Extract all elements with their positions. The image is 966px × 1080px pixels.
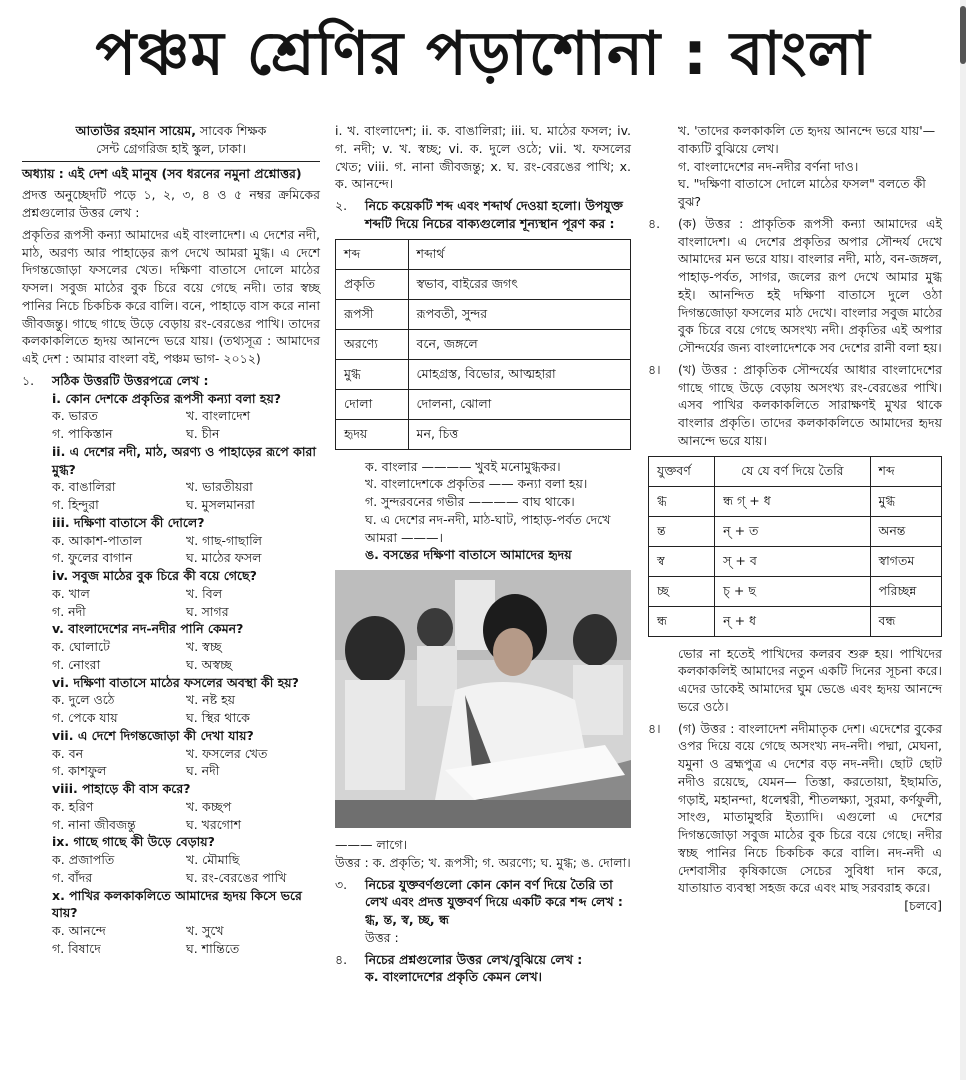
mcq-option: ঘ. অস্বচ্ছ <box>186 656 232 672</box>
mcq-options-row <box>22 549 320 567</box>
mcq-option: ক. আনন্দে <box>52 923 106 938</box>
question-2-answer: উত্তর : ক. প্রকৃতি; খ. রূপসী; গ. অরণ্যে; ঘ. মুগ্ধ; ঙ. দোলা। <box>335 854 631 870</box>
mcq-option: ঘ. খরগোশ <box>186 816 241 832</box>
mcq-options-row <box>22 425 320 443</box>
table-row <box>649 486 942 516</box>
mcq-question: ii. এ দেশের নদী, মাঠ, অরণ্য ও পাহাড়ের রূপে কারা মুগ্ধ? <box>52 443 316 477</box>
table-cell: স্বভাব, বাইরের জগৎ <box>408 269 630 299</box>
mcq-options-row <box>22 816 320 834</box>
question-1-heading <box>22 372 320 390</box>
scrollbar[interactable] <box>960 0 966 1080</box>
question-number: ৪. <box>335 951 348 967</box>
mcq-options-row <box>22 496 320 514</box>
mcq-option: গ. ফুলের বাগান <box>52 550 133 566</box>
instruction: প্রদত্ত অনুচ্ছেদটি পড়ে ১, ২, ৩, ৪ ও ৫ নম্বর ক্রমিকের প্রশ্নগুলোর উত্তর লেখ : <box>22 187 320 220</box>
table-cell: স্ + ব <box>715 546 870 576</box>
mcq-option: ঘ. মুসলমানরা <box>186 497 255 512</box>
column-right <box>648 122 942 915</box>
question-4-part: ক. বাংলাদেশের প্রকৃতি কেমন লেখ। <box>365 969 542 985</box>
mcq-question: iii. দক্ষিণা বাতাসে কী দোলে? <box>52 514 205 530</box>
question-3-heading <box>335 876 631 929</box>
mcq-options-row <box>22 478 320 496</box>
mcq-option: খ. বিল <box>186 585 223 601</box>
question-label: নিচে কয়েকটি শব্দ এবং শব্দার্থ দেওয়া হলো। উপযুক্ত শব্দটি দিয়ে নিচের বাক্যগুলোর শূন্যস্থান পূরণ কর : <box>365 198 623 231</box>
table-row <box>649 606 942 636</box>
mcq-options-row <box>22 762 320 780</box>
table-header: যুক্তবর্ণ <box>649 456 715 486</box>
question-label: নিচের যুক্তবর্ণগুলো কোন কোন বর্ণ দিয়ে তৈরি তা লেখ এবং প্রদত্ত যুক্তবর্ণ দিয়ে একটি করে শব্দ লেখ : গ্ধ, ন্ত, স্ব, চ্ছ, ন্ধ <box>365 876 623 927</box>
table-cell: গ্ধ <box>649 486 715 516</box>
table-cell: স্ব <box>649 546 715 576</box>
table-cell: অনন্ত <box>870 516 941 546</box>
question-label: নিচের প্রশ্নগুলোর উত্তর লেখ/বুঝিয়ে লেখ : <box>365 951 583 967</box>
mcq-options-row <box>22 922 320 940</box>
table-cell: মোহগ্রস্ত, বিভোর, আত্মহারা <box>408 359 630 389</box>
mcq-options-row <box>22 656 320 674</box>
mcq-option: ক. আকাশ-পাতাল <box>52 532 142 548</box>
question-number: ১. <box>22 372 35 388</box>
mcq-option: ক. খাল <box>52 585 90 601</box>
table-cell: দোলা <box>336 389 409 419</box>
answer-text: (ক) উত্তর : প্রাকৃতিক রূপসী কন্যা আমাদের এই বাংলাদেশ। এ দেশের প্রকৃতির অপার সৌন্দর্য দেখে আমাদের মন ভরে যায়। বাংলার নদী, মাঠ, বন-জঙ্গল, পাহাড়-পর্বত, সাগর, জলের রূপ দেখে আমার মুগ্ধ হই। আনন্দিত হই দক্ষিণা বাতাসে দুলে ওঠা দিগন্তজোড়া ফসলের মাঠ দেখে। বাংলার সবুজ মাঠের বুক চিরে বয়ে গেছে অসংখ্য নদী। প্রকৃতির এই অপার সৌন্দর্যের জন্য বাংলাদেশকে সব দেশের রানী বলা হয়। <box>678 215 942 355</box>
mcq-options-row <box>22 851 320 869</box>
mcq-question: iv. সবুজ মাঠের বুক চিরে কী বয়ে গেছে? <box>52 568 257 583</box>
question-label: সঠিক উত্তরটি উত্তরপত্রে লেখ : <box>52 372 209 388</box>
mcq-option: খ. সুখে <box>186 923 224 938</box>
table-cell: বন্ধ <box>870 606 941 636</box>
question-4-part: ঘ. "দক্ষিণা বাতাসে দোলে মাঠের ফসল" বলতে কী বুঝ? <box>678 176 926 209</box>
table-cell: স্বাগতম <box>870 546 941 576</box>
mcq-option: গ. নোংরা <box>52 656 101 672</box>
mcq-options-row <box>22 709 320 727</box>
table-row <box>336 419 631 449</box>
mcq-answers: i. খ. বাংলাদেশ; ii. ক. বাঙালিরা; iii. ঘ. মাঠের ফসল; iv. গ. নদী; v. খ. স্বচ্ছ; vi. ক. দুলে ওঠে; vii. খ. ফসলের খেত; viii. গ. নানা জীবজন্তু; x. ঘ. রং-বেরঙের পাখি; x. ক. আনন্দে। <box>335 123 631 192</box>
author-line <box>22 122 320 140</box>
mcq-option: গ. পাকিস্তান <box>52 426 113 441</box>
table-cell: ন্ত <box>649 516 715 546</box>
page-title: পঞ্চম শ্রেণির পড়াশোনা : বাংলা <box>95 19 871 89</box>
mcq-option: ঘ. মাঠের ফসল <box>186 550 262 566</box>
mcq-option: খ. নষ্ট হয় <box>186 692 236 708</box>
table-cell: মুগ্ধ <box>870 486 941 516</box>
blank-sentence: ক. বাংলার ———— খুবই মনোমুগ্ধকর। <box>365 458 561 474</box>
table-cell: ন্ধ গ্ + ধ <box>715 486 870 516</box>
table-header: যে যে বর্ণ দিয়ে তৈরি <box>715 456 870 486</box>
mcq-question: i. কোন দেশকে প্রকৃতির রূপসী কন্যা বলা হয়? <box>52 390 282 406</box>
mcq-option: ঘ. স্থির থাকে <box>186 710 250 725</box>
table-cell: ন্ধ <box>649 606 715 636</box>
blank-sentence: গ. সুন্দরবনের গভীর ———— বাঘ থাকে। <box>365 494 575 509</box>
mcq-options-row <box>22 532 320 550</box>
mcq-option: ক. ভারত <box>52 408 98 424</box>
table-row <box>336 299 631 329</box>
question-4-part: গ. বাংলাদেশের নদ-নদীর বর্ণনা দাও। <box>678 158 859 174</box>
chapter-heading: অধ্যায় : এই দেশ এই মানুষ (সব ধরনের নমুনা প্রশ্নোত্তর) <box>22 165 302 181</box>
mcq-options-row <box>22 940 320 958</box>
question-number: ৪. <box>648 215 661 231</box>
answer-4-ka <box>648 215 942 357</box>
mcq-option: গ. নদী <box>52 603 86 619</box>
table-cell: প্রকৃতি <box>336 269 409 299</box>
table-cell: দোলনা, ঝোলা <box>408 389 630 419</box>
mcq-option: ঘ. নদী <box>186 763 220 779</box>
blank-sentence: খ. বাংলাদেশকে প্রকৃতির —— কন্যা বলা হয়। <box>365 476 588 492</box>
continued-note: [চলবে] <box>904 898 942 913</box>
mcq-option: ঘ. চীন <box>186 426 220 441</box>
mcq-option: গ. হিন্দুরা <box>52 497 99 512</box>
answer-text <box>678 720 942 915</box>
question-number: ৪। <box>648 720 661 736</box>
mcq-option: ক. বন <box>52 745 84 761</box>
mcq-option: খ. ভারতীয়রা <box>186 479 253 495</box>
answer-body: (গ) উত্তর : বাংলাদেশ নদীমাতৃক দেশ। এদেশের বুকের ওপর দিয়ে বয়ে গেছে অসংখ্য নদ-নদী। পদ্মা, মেঘনা, যমুনা ও ব্রহ্মপুত্র এ দেশের বড় নদ-নদী। ছোট ছোট নদীও রয়েছে, যেমন— তিস্তা, করতোয়া, ইছামতি, গড়াই, মহানন্দা, ধলেশ্বরী, শীতলক্ষ্যা, সুরমা, কর্ণফুলী, সাংগু, মাতামুহুরি ইত্যাদি। এগুলো এ দেশের দিগন্তজোড়া সবুজ মাঠের বুক চিরে বয়ে গেছে। নদীর স্বচ্ছ পানির নিচে চিকচিক করে বালি। নদ-নদী এ দেশবাসীর কৃষিকাজে সেচের সুবিধা দান করে, যাতায়াত ব্যবস্থা সহজ করে এবং মাছ সরবরাহ করে। <box>678 720 942 896</box>
mcq-question: vii. এ দেশে দিগন্তজোড়া কী দেখা যায়? <box>52 727 254 743</box>
answer-text-continued: ভোর না হতেই পাখিদের কলরব শুরু হয়। পাখিদের কলকাকলিই আমাদের নতুন একটি দিনের সূচনা করে। এদের ডাকেই আমাদের ঘুম ভেঙে এবং হৃদয় আনন্দে ভরে ওঠে। <box>678 645 942 714</box>
table-header: শব্দ <box>336 239 409 269</box>
mcq-list <box>22 390 320 958</box>
mcq-option: গ. পেকে যায় <box>52 710 118 725</box>
mcq-option: খ. ফসলের খেত <box>186 745 268 761</box>
passage: প্রকৃতির রূপসী কন্যা আমাদের এই বাংলাদেশ। এ দেশের নদী, মাঠ, অরণ্য আর পাহাড়ের রূপ দেখে আমরা মুগ্ধ। এ দেশে দিগন্তজোড়া ফসলের খেত। দক্ষিণা বাতাসে দোলে মাঠের ফসল। সবুজ মাঠের বুক চিরে বয়ে গেছে নদী। তার স্বচ্ছ পানির নিচে চিকচিক করে বালি। বনে, পাহাড়ে বাস করে নানা জীবজন্তু। গাছে গাছে উড়ে বেড়ায় রং-বেরঙের পাখি। তাদের কলকাকলিতে হৃদয় আনন্দে ভরে যায়। (তথ্যসূত্র : আমাদের এই দেশ : আমার বাংলা বই, পঞ্চম ভাগ- ২০১২) <box>22 226 320 366</box>
mcq-option: খ. কচ্ছপ <box>186 798 232 814</box>
table-header: শব্দার্থ <box>408 239 630 269</box>
question-4-heading <box>335 951 631 969</box>
mcq-option: ক. ঘোলাটে <box>52 639 110 654</box>
mcq-question: v. বাংলাদেশের নদ-নদীর পানি কেমন? <box>52 621 244 637</box>
photo-illustration <box>335 570 631 828</box>
conjunct-table <box>648 456 942 637</box>
mcq-option: গ. বিষাদে <box>52 940 101 956</box>
mcq-options-row <box>22 407 320 425</box>
table-cell: মন, চিত্ত <box>408 419 630 449</box>
mcq-option: খ. স্বচ্ছ <box>186 639 222 654</box>
table-row <box>336 359 631 389</box>
mcq-question: x. পাখির কলকাকলিতে আমাদের হৃদয় কিসে ভরে যায়? <box>52 887 302 921</box>
table-cell: মুগ্ধ <box>336 359 409 389</box>
blank-continuation: ——— লাগে। <box>335 837 408 852</box>
blank-sentence: ঘ. এ দেশের নদ-নদী, মাঠ-ঘাট, পাহাড়-পর্বত দেখে আমরা ———। <box>365 511 611 545</box>
table-row <box>649 546 942 576</box>
table-cell: চ্ + ছ <box>715 576 870 606</box>
answer-label: উত্তর : <box>365 929 399 945</box>
table-row <box>336 329 631 359</box>
mcq-question: vi. দক্ষিণা বাতাসে মাঠের ফসলের অবস্থা কী হয়? <box>52 674 299 690</box>
mcq-option: ঘ. শান্তিতে <box>186 940 240 956</box>
mcq-options-row <box>22 745 320 763</box>
mcq-option: ক. দুলে ওঠে <box>52 692 115 708</box>
author-name: আতাউর রহমান সায়েম, <box>75 123 196 138</box>
answer-text: (খ) উত্তর : প্রাকৃতিক সৌন্দর্যের আধার বাংলাদেশের গাছে গাছে উড়ে বেড়ায় অসংখ্য রং-বেরঙের পাখি। এসব পাখির কলকাকলিতে সারাক্ষণই মুখর থাকে বাংলার প্রকৃতি। তাদের কলকাকলিতে আমাদের হৃদয় আনন্দে ভরে যায়। <box>678 361 942 448</box>
mcq-options-row <box>22 798 320 816</box>
table-row <box>336 389 631 419</box>
blank-sentence: ঙ. বসন্তের দক্ষিণা বাতাসে আমাদের হৃদয় <box>365 547 572 563</box>
scrollbar-thumb[interactable] <box>960 6 966 64</box>
table-cell: রূপসী <box>336 299 409 329</box>
table-cell: পরিচ্ছন্ন <box>870 576 941 606</box>
answer-4-kha <box>648 361 942 450</box>
answer-4-ga <box>648 720 942 915</box>
mcq-option: খ. বাংলাদেশ <box>186 408 251 424</box>
column-middle <box>335 122 631 986</box>
mcq-option: ঘ. সাগর <box>186 603 229 619</box>
mcq-options-row <box>22 691 320 709</box>
mcq-option: ঘ. রং-বেরঙের পাখি <box>186 869 287 885</box>
table-cell: রূপবতী, সুন্দর <box>408 299 630 329</box>
question-number: ৩. <box>335 876 348 892</box>
table-cell: চ্ছ <box>649 576 715 606</box>
mcq-option: ক. হরিণ <box>52 798 94 814</box>
table-cell: অরণ্যে <box>336 329 409 359</box>
mcq-option: ক. বাঙালিরা <box>52 479 116 495</box>
table-cell: হৃদয় <box>336 419 409 449</box>
table-row <box>649 516 942 546</box>
mcq-option: ক. প্রজাপতি <box>52 852 115 867</box>
mcq-options-row <box>22 603 320 621</box>
mcq-question: ix. গাছে গাছে কী উড়ে বেড়ায়? <box>52 834 215 850</box>
question-number: ৪। <box>648 361 661 377</box>
divider <box>22 161 320 162</box>
mcq-option: গ. নানা জীবজন্তু <box>52 816 136 832</box>
question-4-part: বাক্যটি বুঝিয়ে লেখ। <box>678 140 779 156</box>
table-row <box>649 576 942 606</box>
table-header: শব্দ <box>870 456 941 486</box>
mcq-option: গ. কাশফুল <box>52 763 107 779</box>
table-cell: ন্ + ত <box>715 516 870 546</box>
table-cell: ন্ + ধ <box>715 606 870 636</box>
question-4-part: খ. 'তাদের কলকাকলি তে হৃদয় আনন্দে ভরে যায়'— <box>678 123 936 138</box>
mcq-options-row <box>22 638 320 656</box>
table-row <box>336 269 631 299</box>
mcq-options-row <box>22 585 320 603</box>
mcq-question: viii. পাহাড়ে কী বাস করে? <box>52 781 191 796</box>
mcq-option: খ. গাছ-গাছালি <box>186 532 262 548</box>
fill-blanks <box>335 458 631 565</box>
mcq-option: খ. মৌমাছি <box>186 852 240 867</box>
word-meaning-table <box>335 239 631 450</box>
author-school: সেন্ট গ্রেগরিজ হাই স্কুল, ঢাকা। <box>96 140 246 156</box>
students-writing-photo <box>335 570 631 828</box>
question-2-heading <box>335 197 631 233</box>
author-role: সাবেক শিক্ষক <box>199 123 267 138</box>
mcq-option: গ. বাঁদর <box>52 869 93 885</box>
question-number: ২. <box>335 198 348 213</box>
column-left <box>22 122 320 958</box>
table-cell: বনে, জঙ্গলে <box>408 329 630 359</box>
mcq-options-row <box>22 869 320 887</box>
